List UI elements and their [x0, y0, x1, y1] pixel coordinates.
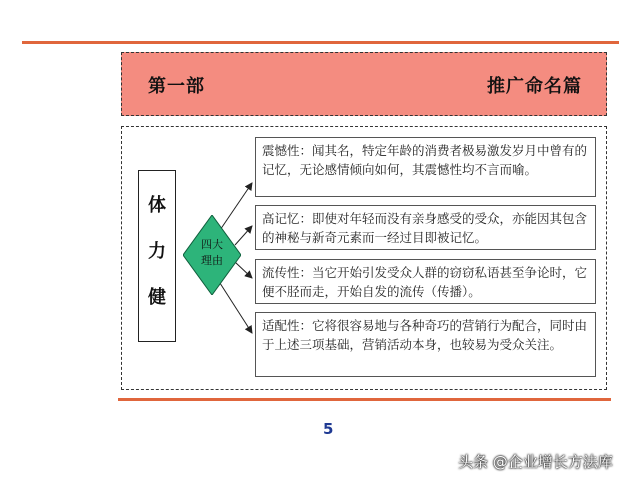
reason-box-4 — [255, 312, 596, 377]
reason-text-1: 震憾性：闻其名，特定年龄的消费者极易激发岁月中曾有的记忆，无论感情倾向如何，其震憾性均不言而喻。 — [262, 143, 588, 177]
top-divider — [22, 41, 619, 44]
vertical-label-box — [138, 170, 176, 342]
vertical-char-1: 体 — [148, 195, 166, 216]
vertical-char-2: 力 — [148, 241, 166, 262]
vertical-char-3: 健 — [148, 287, 166, 308]
diamond-label-line2: 理由 — [201, 254, 223, 267]
reason-text-4: 适配性：它将很容易地与各种奇巧的营销行为配合，同时由于上述三项基础，营销活动本身，也较易为受众关注。 — [262, 318, 588, 352]
reason-text-2: 高记忆：即使对年轻而没有亲身感受的受众，亦能因其包含的神秘与新奇元素而一经过目即被记忆。 — [262, 211, 588, 245]
section-title-right: 推广命名篇 — [487, 76, 582, 97]
section-title-left: 第一部 — [148, 76, 205, 97]
reason-box-1 — [255, 137, 596, 197]
diamond-label — [183, 237, 241, 269]
diamond-label-line1: 四大 — [201, 238, 223, 251]
page-number: 5 — [323, 420, 334, 438]
reason-box-3 — [255, 259, 596, 304]
bottom-divider — [118, 398, 611, 401]
reason-text-3: 流传性：当它开始引发受众人群的窃窃私语甚至争论时，它便不胫而走，开始自发的流传（传播）。 — [262, 265, 588, 299]
reason-box-2 — [255, 205, 596, 250]
watermark: 头条 @企业增长方法库 — [458, 453, 613, 471]
section-header — [121, 52, 607, 116]
